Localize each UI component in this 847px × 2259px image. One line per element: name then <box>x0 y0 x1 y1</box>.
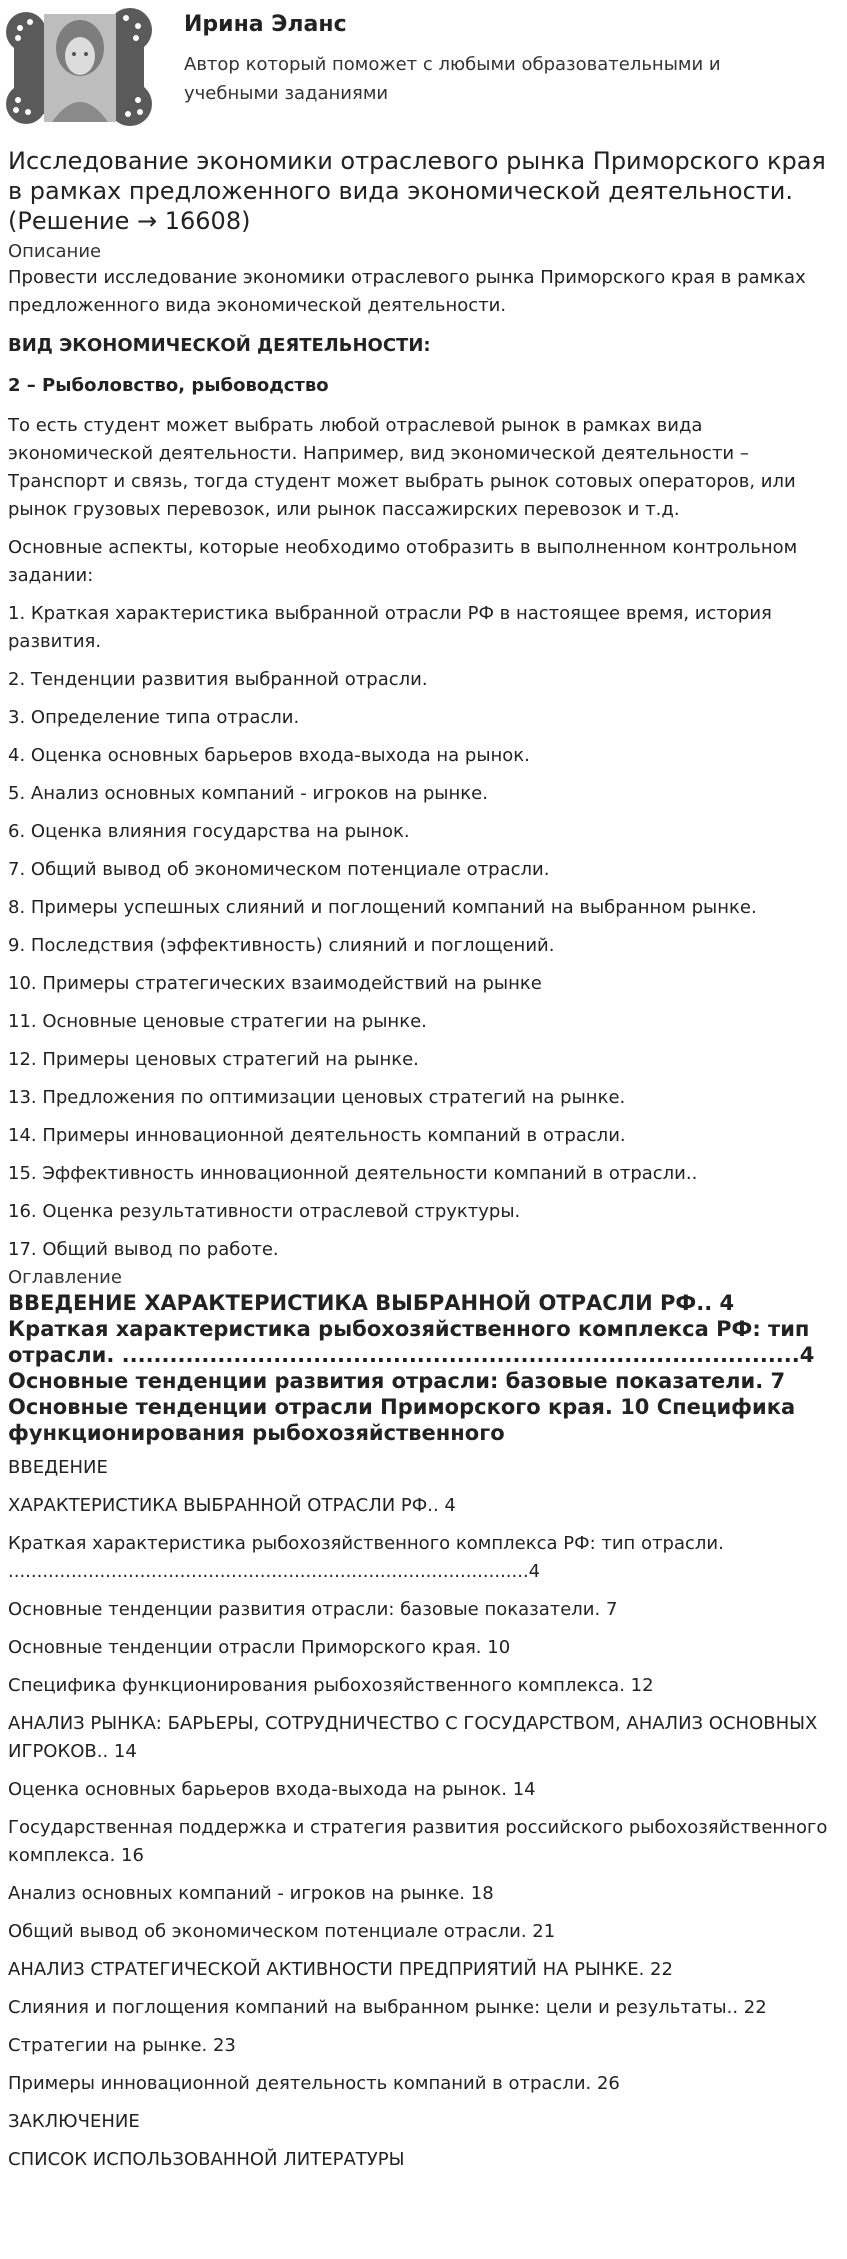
description-label: Описание <box>8 241 102 262</box>
list-item: 15. Эффективность инновационной деятельности компаний в отрасли.. <box>8 1163 698 1184</box>
table-of-contents <box>8 1454 840 2174</box>
activity-value: 2 – Рыболовство, рыбоводство <box>8 375 329 396</box>
list-item: 8. Примеры успешных слияний и поглощений компаний на выбранном рынке. <box>8 897 757 918</box>
activity-heading: ВИД ЭКОНОМИЧЕСКОЙ ДЕЯТЕЛЬНОСТИ: <box>8 335 431 356</box>
aspects-list <box>8 600 840 1264</box>
list-item: 11. Основные ценовые стратегии на рынке. <box>8 1011 427 1032</box>
list-item: 5. Анализ основных компаний - игроков на рынке. <box>8 783 488 804</box>
list-item: 9. Последствия (эффективность) слияний и поглощений. <box>8 935 555 956</box>
toc-item: ВВЕДЕНИЕ <box>8 1457 108 1478</box>
list-item: 2. Тенденции развития выбранной отрасли. <box>8 669 428 690</box>
toc-item: Государственная поддержка и стратегия развития российского рыбохозяйственного комплекса. 16 <box>8 1817 828 1866</box>
toc-item: Примеры инновационной деятельность компаний в отрасли. 26 <box>8 2073 620 2094</box>
toc-item: Стратегии на рынке. 23 <box>8 2035 236 2056</box>
toc-heading-line: ВВЕДЕНИЕ ХАРАКТЕРИСТИКА ВЫБРАННОЙ ОТРАСЛИ РФ.. 4 Краткая характеристика рыбохозяйственного комплекса РФ: тип отрасли. .....................................................................................4 <box>8 1291 815 1367</box>
work-content <box>8 146 840 2184</box>
list-item: 7. Общий вывод об экономическом потенциале отрасли. <box>8 859 550 880</box>
toc-item: Оценка основных барьеров входа-выхода на рынок. 14 <box>8 1779 536 1800</box>
list-item: 12. Примеры ценовых стратегий на рынке. <box>8 1049 419 1070</box>
explanation-text: То есть студент может выбрать любой отраслевой рынок в рамках вида экономической деятельности. Например, вид экономической деятельности – Транспорт и связь, тогда студент может выбрать рынок сотовых операторов, или рынок грузовых перевозок, или рынок пассажирских перевозок и т.д. <box>8 415 796 520</box>
author-card <box>0 0 847 140</box>
author-description: Автор который поможет с любыми образовательными и учебными заданиями <box>184 54 721 104</box>
toc-item: Основные тенденции развития отрасли: базовые показатели. 7 <box>8 1599 618 1620</box>
aspects-intro: Основные аспекты, которые необходимо отобразить в выполненном контрольном задании: <box>8 537 798 586</box>
toc-item: СПИСОК ИСПОЛЬЗОВАННОЙ ЛИТЕРАТУРЫ <box>8 2149 405 2170</box>
toc-item: Слияния и поглощения компаний на выбранном рынке: цели и результаты.. 22 <box>8 1997 767 2018</box>
toc-item: АНАЛИЗ РЫНКА: БАРЬЕРЫ, СОТРУДНИЧЕСТВО С ГОСУДАРСТВОМ, АНАЛИЗ ОСНОВНЫХ ИГРОКОВ.. 14 <box>8 1713 818 1762</box>
toc-item: ХАРАКТЕРИСТИКА ВЫБРАННОЙ ОТРАСЛИ РФ.. 4 <box>8 1495 456 1516</box>
toc-item: Анализ основных компаний - игроков на рынке. 18 <box>8 1883 494 1904</box>
list-item: 17. Общий вывод по работе. <box>8 1239 279 1260</box>
author-name[interactable]: Ирина Эланс <box>184 12 347 37</box>
list-item: 14. Примеры инновационной деятельность компаний в отрасли. <box>8 1125 626 1146</box>
list-item: 10. Примеры стратегических взаимодействий на рынке <box>8 973 542 994</box>
list-item: 13. Предложения по оптимизации ценовых стратегий на рынке. <box>8 1087 626 1108</box>
toc-item: Общий вывод об экономическом потенциале отрасли. 21 <box>8 1921 556 1942</box>
toc-item: ЗАКЛЮЧЕНИЕ <box>8 2111 140 2132</box>
toc-item: Краткая характеристика рыбохозяйственного комплекса РФ: тип отрасли. ...........................................................................................4 <box>8 1533 724 1582</box>
work-title: Исследование экономики отраслевого рынка Приморского края в рамках предложенного вида экономической деятельности. (Решение → 16608) <box>8 147 826 235</box>
toc-label: Оглавление <box>8 1267 122 1288</box>
toc-item: АНАЛИЗ СТРАТЕГИЧЕСКОЙ АКТИВНОСТИ ПРЕДПРИЯТИЙ НА РЫНКЕ. 22 <box>8 1959 673 1980</box>
author-avatar[interactable] <box>4 4 154 130</box>
description-text: Провести исследование экономики отраслевого рынка Приморского края в рамках предложенного вида экономической деятельности. <box>8 267 806 316</box>
list-item: 3. Определение типа отрасли. <box>8 707 300 728</box>
list-item: 1. Краткая характеристика выбранной отрасли РФ в настоящее время, история развития. <box>8 603 772 652</box>
toc-heading-line: Основные тенденции развития отрасли: базовые показатели. 7 Основные тенденции отрасли Приморского края. 10 Специфика функционирования рыбохозяйственного <box>8 1369 796 1445</box>
toc-heading-block <box>8 1290 840 1446</box>
list-item: 4. Оценка основных барьеров входа-выхода на рынок. <box>8 745 530 766</box>
toc-item: Специфика функционирования рыбохозяйственного комплекса. 12 <box>8 1675 654 1696</box>
list-item: 6. Оценка влияния государства на рынок. <box>8 821 410 842</box>
toc-item: Основные тенденции отрасли Приморского края. 10 <box>8 1637 511 1658</box>
list-item: 16. Оценка результативности отраслевой структуры. <box>8 1201 521 1222</box>
